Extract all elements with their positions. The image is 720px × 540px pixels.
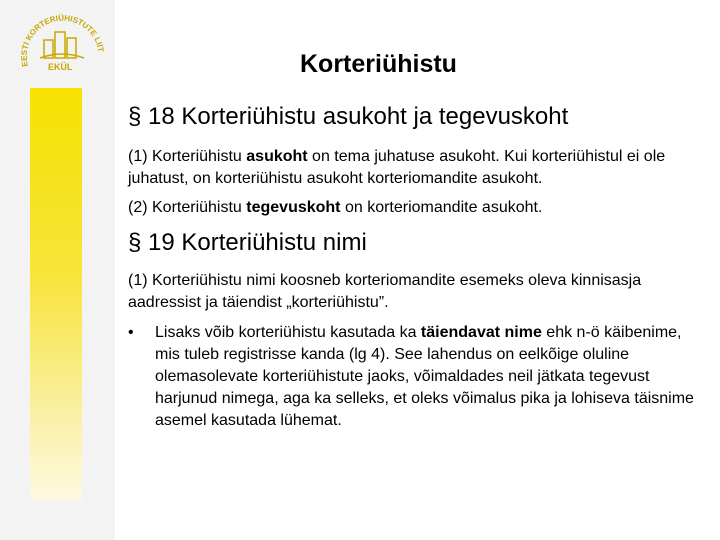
bold-term-taiendavat-nime: täiendavat nime bbox=[420, 324, 542, 341]
bold-term-asukoht: asukoht bbox=[246, 148, 308, 165]
section-18-heading: § 18 Korteriühistu asukoht ja tegevuskoht bbox=[128, 103, 569, 130]
svg-text:EESTI KORTERIÜHISTUTE LIIT bbox=[20, 14, 106, 68]
logo-abbr: EKÜL bbox=[48, 62, 73, 72]
bullet-text: Lisaks võib korteriühistu kasutada ka täiendavat nime ehk n-ö käibenime, mis tuleb registrisse kanda (lg 4). See lahendus on eelkõige oluline olemasolevate korteriühistute jaoks, võimaldades neil jätkata tegevust harjunud nimega, aga ka selleks, et oleks võimalus pika ja lohiseva täisnime asemel kasutada lühemat. bbox=[155, 324, 694, 429]
section-19-paragraph-1: (1) Korteriühistu nimi koosneb korteriomandite esemeks oleva kinnisasja aadressist ja täiendist „korteriühistu”. bbox=[128, 272, 642, 311]
section-18-paragraph-2: (2) Korteriühistu tegevuskoht on korteriomandite asukoht. bbox=[128, 199, 543, 216]
section-18-paragraph-1: (1) Korteriühistu asukoht on tema juhatuse asukoht. Kui korteriühistul ei ole juhatust, on korteriühistu asukoht korteriomandite asukoht. bbox=[128, 148, 666, 187]
logo-ring-text: EESTI KORTERIÜHISTUTE LIIT bbox=[19, 13, 106, 68]
ekul-logo bbox=[14, 4, 110, 84]
yellow-bar bbox=[30, 88, 82, 500]
logo-buildings-icon bbox=[40, 32, 84, 58]
slide-title: Korteriühistu bbox=[300, 50, 457, 78]
bullet-icon: • bbox=[128, 324, 134, 341]
section-19-heading: § 19 Korteriühistu nimi bbox=[128, 229, 367, 256]
bold-term-tegevuskoht: tegevuskoht bbox=[246, 199, 341, 216]
